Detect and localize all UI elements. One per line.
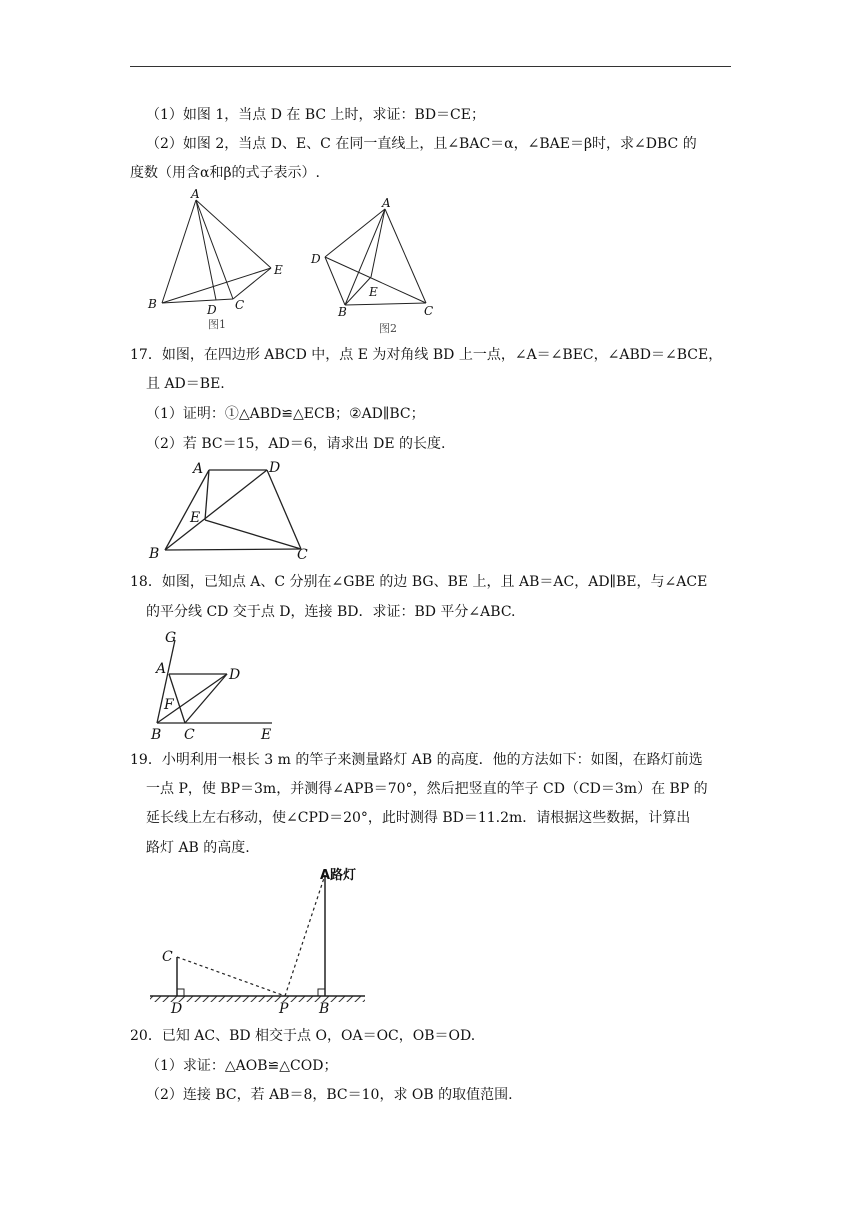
q20-part1: （1）求证：△AOB≌△COD； (146, 1058, 338, 1074)
q17-part2: （2）若 BC＝15，AD＝6，请求出 DE 的长度. (146, 436, 446, 452)
q17-label-C: C (297, 547, 308, 563)
q18-line2: 的平分线 CD 交于点 D，连接 BD．求证：BD 平分∠ABC. (146, 604, 516, 620)
q19-line3: 延长线上左右移动，使∠CPD＝20°，此时测得 BD＝11.2m．请根据这些数据，计算出 (146, 810, 691, 826)
fig2-label-B: B (338, 305, 347, 319)
q19-label-P: P (279, 1001, 289, 1017)
q17-part1: （1）证明：①△ABD≌△ECB；②AD∥BC； (146, 406, 425, 422)
fig2-caption: 图2 (379, 322, 397, 335)
q20-line1: 20．已知 AC、BD 相交于点 O，OA＝OC，OB＝OD. (130, 1028, 476, 1044)
fig1-label-A: A (191, 188, 200, 201)
q19-line1: 19．小明利用一根长 3 m 的竿子来测量路灯 AB 的高度．他的方法如下：如图，在路灯前选 (130, 752, 703, 768)
q18-figure (145, 628, 280, 743)
q19-lamp-label: A路灯 (320, 868, 357, 883)
q18-line1: 18．如图，已知点 A、C 分别在∠GBE 的边 BG、BE 上，且 AB＝AC，AD∥BE，与∠ACE (130, 574, 708, 590)
q19-figure (145, 860, 370, 1018)
q19-label-D: D (171, 1001, 183, 1017)
fig1-label-B: B (148, 297, 157, 311)
q18-label-G: G (165, 630, 177, 646)
q18-label-E: E (261, 727, 272, 743)
q18-label-B: B (151, 727, 162, 743)
q16-figure1 (140, 188, 300, 336)
q19-label-B: B (319, 1001, 330, 1017)
q16-part2-line2: 度数（用含α和β的式子表示）. (130, 165, 320, 181)
q18-label-D: D (229, 667, 241, 683)
q18-label-C: C (184, 727, 195, 743)
q17-figure (145, 458, 320, 566)
q16-figure2 (305, 195, 445, 337)
q16-part1: （1）如图 1，当点 D 在 BC 上时，求证：BD＝CE； (146, 107, 485, 123)
fig2-label-E: E (369, 285, 378, 299)
fig1-label-E: E (274, 263, 283, 277)
q18-label-A: A (156, 661, 167, 677)
q17-label-B: B (149, 546, 160, 562)
fig2-label-D: D (311, 252, 321, 266)
q17-label-A: A (193, 461, 204, 477)
q18-label-F: F (164, 697, 174, 713)
q17-line1: 17．如图，在四边形 ABCD 中，点 E 为对角线 BD 上一点，∠A＝∠BEC，∠ABD＝∠BCE， (130, 347, 723, 363)
q17-label-E: E (190, 510, 201, 526)
q20-part2: （2）连接 BC，若 AB＝8，BC＝10，求 OB 的取值范围. (146, 1087, 513, 1103)
q17-line2: 且 AD＝BE. (146, 376, 225, 392)
ground-hatching (150, 996, 365, 1002)
q19-line4: 路灯 AB 的高度. (146, 840, 250, 856)
q16-part2-line1: （2）如图 2，当点 D、E、C 在同一直线上，且∠BAC＝α，∠BAE＝β时，求∠DBC 的 (146, 136, 697, 152)
fig2-label-A: A (382, 196, 391, 210)
fig1-label-D: D (207, 303, 217, 317)
fig1-caption: 图1 (208, 318, 226, 331)
fig1-label-C: C (235, 298, 245, 312)
q19-line2: 一点 P，使 BP＝3m，并测得∠APB＝70°，然后把竖直的竿子 CD（CD＝3m）在 BP 的 (146, 781, 708, 797)
q17-label-D: D (269, 460, 281, 476)
header-rule (130, 66, 731, 67)
q19-label-C: C (162, 949, 173, 965)
fig2-label-C: C (424, 304, 434, 318)
